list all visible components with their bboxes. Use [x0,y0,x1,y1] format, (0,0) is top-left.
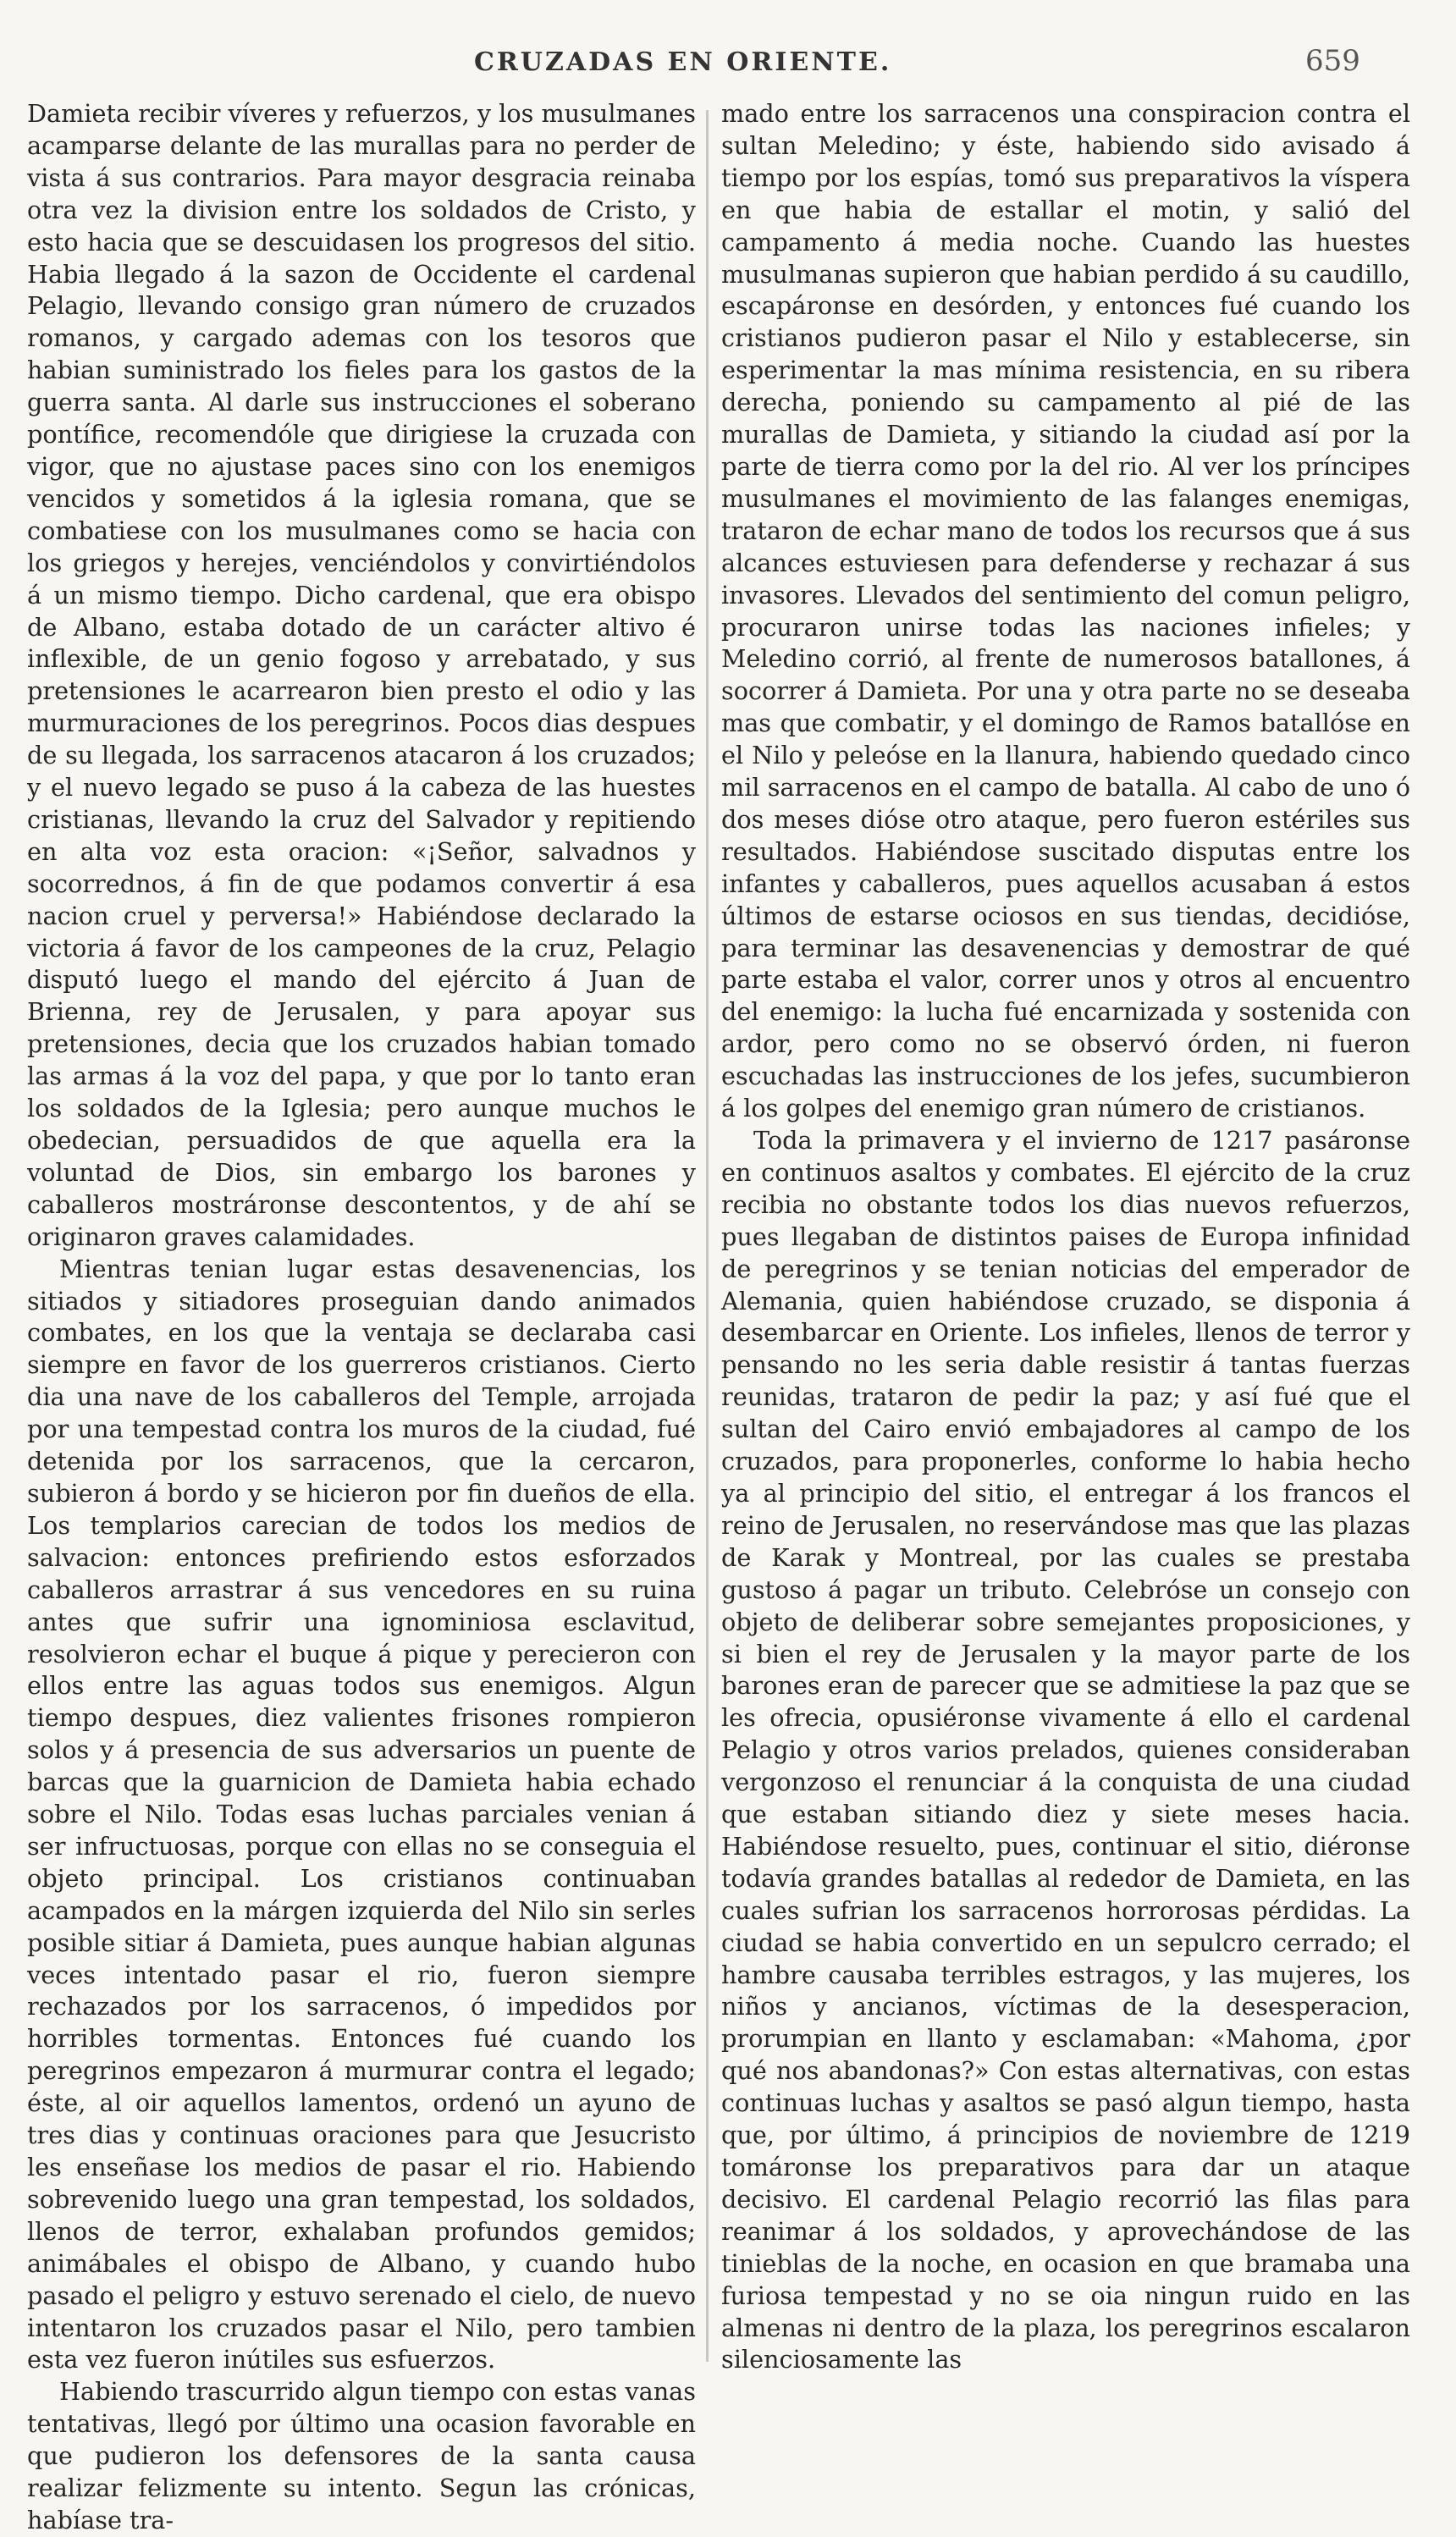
paragraph: Habiendo trascurrido algun tiempo con estas vanas tentativas, llegó por último una ocasion favorable en que pudieron los defensores de la santa causa realizar felizmente su intento. Segun las crónicas, habíase tra- [27,2377,696,2534]
paragraph: mado entre los sarracenos una conspiracion contra el sultan Meledino; y éste, habiendo sido avisado á tiempo por los espías, tomó sus preparativos la víspera en que habia de estallar el motin, y salió del campamento á media noche. Cuando las huestes musulmanas supieron que habian perdido á su caudillo, escapáronse en desórden, y entonces fué cuando los cristianos pudieron pasar el Nilo y establecerse, sin esperimentar la mas mínima resistencia, en su ribera derecha, poniendo su campamento al pié de las murallas de Damieta, y sitiando la ciudad así por la parte de tierra como por la del rio. Al ver los príncipes musulmanes el movimiento de las falanges enemigas, trataron de echar mano de todos los recursos que á sus alcances estuviesen para defenderse y rechazar á sus invasores. Llevados del sentimiento del comun peligro, procuraron unirse todas las naciones infieles; y Meledino corrió, al frente de numerosos batallones, á socorrer á Damieta. Por una y otra parte no se deseaba mas que combatir, y el domingo de Ramos batallóse en el Nilo y peleóse en la llanura, habiendo quedado cinco mil sarracenos en el campo de batalla. Al cabo de uno ó dos meses dióse otro ataque, pero fueron estériles sus resultados. Habiéndose suscitado disputas entre los infantes y caballeros, pues aquellos acusaban á estos últimos de estarse ociosos en sus tiendas, decidióse, para terminar las desavenencias y demostrar de qué parte estaba el valor, correr unos y otros al encuentro del enemigo: la lucha fué encarnizada y sostenida con ardor, pero como no se observó órden, ni fueron escuchadas las instrucciones de los jefes, sucumbieron á los golpes del enemigo gran número de cristianos. [721,99,1410,1123]
right-column [721,98,1410,2375]
running-head: CRUZADAS EN ORIENTE. [474,47,892,77]
page-number: 659 [1305,44,1360,78]
left-column [27,98,696,2534]
column-divider [706,110,709,2362]
paragraph: Damieta recibir víveres y refuerzos, y los musulmanes acamparse delante de las murallas para no perder de vista á sus contrarios. Para mayor desgracia reinaba otra vez la division entre los soldados de Cristo, y esto hacia que se descuidasen los progresos del sitio. Habia llegado á la sazon de Occidente el cardenal Pelagio, llevando consigo gran número de cruzados romanos, y cargado ademas con los tesoros que habian suministrado los fieles para los gastos de la guerra santa. Al darle sus instrucciones el soberano pontífice, recomendóle que dirigiese la cruzada con vigor, que no ajustase paces sino con los enemigos vencidos y sometidos á la iglesia romana, que se combatiese con los musulmanes como se hacia con los griegos y herejes, venciéndolos y convirtiéndolos á un mismo tiempo. Dicho cardenal, que era obispo de Albano, estaba dotado de un carácter altivo é inflexible, de un genio fogoso y arrebatado, y sus pretensiones le acarrearon bien presto el odio y las murmuraciones de los peregrinos. Pocos dias despues de su llegada, los sarracenos atacaron á los cruzados; y el nuevo legado se puso á la cabeza de las huestes cristianas, llevando la cruz del Salvador y repitiendo en alta voz esta oracion: «¡Señor, salvadnos y socorrednos, á fin de que podamos convertir á esa nacion cruel y perversa!» Habiéndose declarado la victoria á favor de los campeones de la cruz, Pelagio disputó luego el mando del ejército á Juan de Brienna, rey de Jerusalen, y para apoyar sus pretensiones, decia que los cruzados habian tomado las armas á la voz del papa, y que por lo tanto eran los soldados de la Iglesia; pero aunque muchos le obedecian, persuadidos de que aquella era la voluntad de Dios, sin embargo los barones y caballeros mostráronse descontentos, y de ahí se originaron graves calamidades. [27,99,696,1251]
paragraph: Toda la primavera y el invierno de 1217 pasáronse en continuos asaltos y combates. El ejército de la cruz recibia no obstante todos los dias nuevos refuerzos, pues llegaban de distintos paises de Europa infinidad de peregrinos y se tenian noticias del emperador de Alemania, quien habiéndose cruzado, se disponia á desembarcar en Oriente. Los infieles, llenos de terror y pensando no les seria dable resistir á tantas fuerzas reunidas, trataron de pedir la paz; y así fué que el sultan del Cairo envió embajadores al campo de los cruzados, para proponerles, conforme lo habia hecho ya al principio del sitio, el entregar á los francos el reino de Jerusalen, no reservándose mas que las plazas de Karak y Montreal, por las cuales se prestaba gustoso á pagar un tributo. Celebróse un consejo con objeto de deliberar sobre semejantes proposiciones, y si bien el rey de Jerusalen y la mayor parte de los barones eran de parecer que se admitiese la paz que se les ofrecia, opusiéronse vivamente á ello el cardenal Pelagio y otros varios prelados, quienes consideraban vergonzoso el renunciar á la conquista de una ciudad que estaban sitiando diez y siete meses hacia. Habiéndose resuelto, pues, continuar el sitio, diéronse todavía grandes batallas al rededor de Damieta, en las cuales sufrian los sarracenos horrorosas pérdidas. La ciudad se habia convertido en un sepulcro cerrado; el hambre causaba terribles estragos, y las mujeres, los niños y ancianos, víctimas de la desesperacion, prorumpian en llanto y esclamaban: «Mahoma, ¿por qué nos abandonas?» Con estas alternativas, con estas continuas luchas y asaltos se pasó algun tiempo, hasta que, por último, á principios de noviembre de 1219 tomáronse los preparativos para dar un ataque decisivo. El cardenal Pelagio recorrió las filas para reanimar á los soldados, y aprovechándose de las tinieblas de la noche, en ocasion en que bramaba una furiosa tempestad y no se oia ningun ruido en las almenas ni dentro de la plaza, los peregrinos escalaron silenciosamente las [721,1126,1410,2374]
paragraph: Mientras tenian lugar estas desavenencias, los sitiados y sitiadores proseguian dando animados combates, en los que la ventaja se declaraba casi siempre en favor de los guerreros cristianos. Cierto dia una nave de los caballeros del Temple, arrojada por una tempestad contra los muros de la ciudad, fué detenida por los sarracenos, que la cercaron, subieron á bordo y se hicieron por fin dueños de ella. Los templarios carecian de todos los medios de salvacion: entonces prefiriendo estos esforzados caballeros arrastrar á sus vencedores en su ruina antes que sufrir una ignominiosa esclavitud, resolvieron echar el buque á pique y perecieron con ellos entre las aguas todos sus enemigos. Algun tiempo despues, diez valientes frisones rompieron solos y á presencia de sus adversarios un puente de barcas que la guarnicion de Damieta habia echado sobre el Nilo. Todas esas luchas parciales venian á ser infructuosas, porque con ellas no se conseguia el objeto principal. Los cristianos continuaban acampados en la márgen izquierda del Nilo sin serles posible sitiar á Damieta, pues aunque habian algunas veces intentado pasar el rio, fueron siempre rechazados por los sarracenos, ó impedidos por horribles tormentas. Entonces fué cuando los peregrinos empezaron á murmurar contra el legado; éste, al oir aquellos lamentos, ordenó un ayuno de tres dias y continuas oraciones para que Jesucristo les enseñase los medios de pasar el rio. Habiendo sobrevenido luego una gran tempestad, los soldados, llenos de terror, exhalaban profundos gemidos; animábales el obispo de Albano, y cuando hubo pasado el peligro y estuvo serenado el cielo, de nuevo intentaron los cruzados pasar el Nilo, pero tambien esta vez fueron inútiles sus esfuerzos. [27,1254,696,2374]
page-header [0,0,1456,102]
